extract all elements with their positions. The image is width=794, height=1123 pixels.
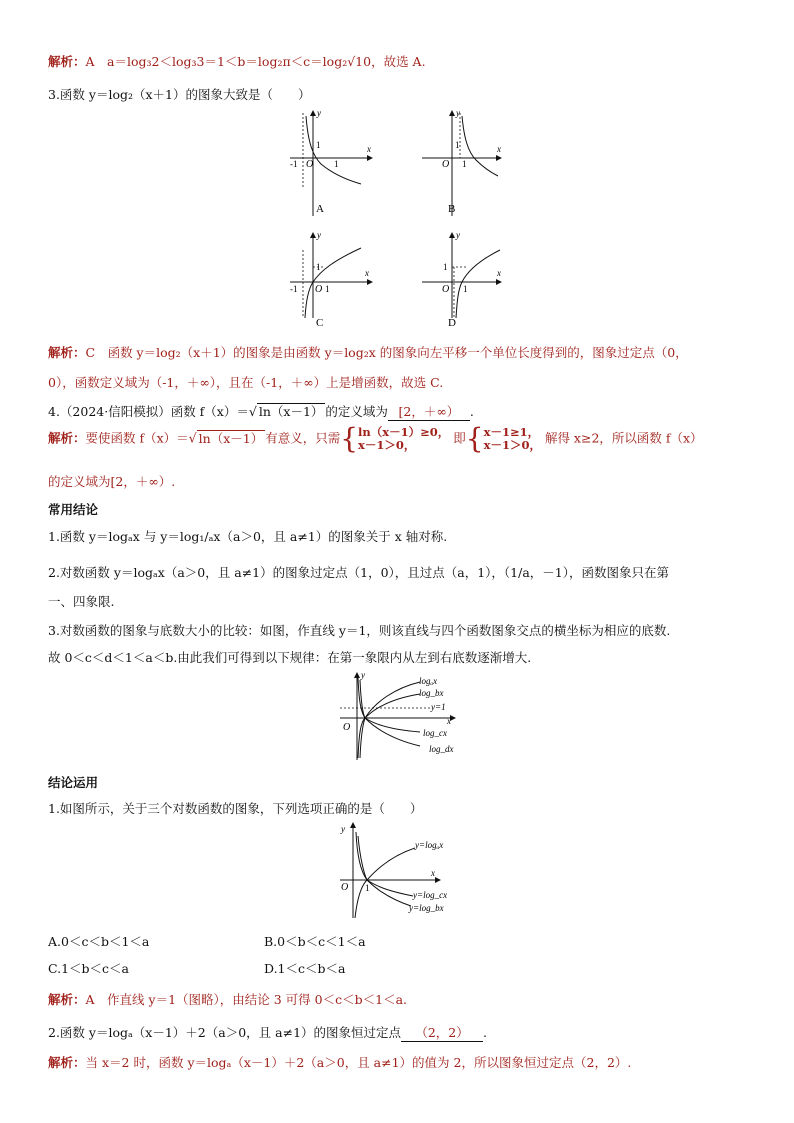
three-logs-figure bbox=[335, 820, 465, 920]
tick-y-label: 1 bbox=[443, 262, 448, 272]
tick-x-label: 1 bbox=[325, 284, 330, 294]
solution-3-line2: 0），函数定义域为（-1，＋∞），且在（-1，＋∞）上是增函数，故选 C. bbox=[48, 375, 444, 390]
solution-4-line2: 的定义域为[2，＋∞）. bbox=[48, 474, 176, 489]
y-axis-label: y bbox=[456, 230, 460, 240]
origin-label: O bbox=[341, 882, 349, 893]
graph-D bbox=[420, 230, 510, 330]
x-axis-label: x bbox=[431, 868, 435, 878]
x-axis-label: x bbox=[497, 144, 501, 154]
solution-application-1: 解析：A 作直线 y＝1（图略），由结论 3 可得 0＜c＜b＜1＜a. bbox=[48, 992, 407, 1007]
y-axis-label: y bbox=[317, 230, 321, 240]
conclusion-2-line2: 一、四象限. bbox=[48, 594, 115, 609]
tick-y-label: 1 bbox=[316, 262, 321, 272]
graph-letter: D bbox=[448, 317, 456, 329]
conclusion-3-line2: 故 0＜c＜d＜1＜a＜b.由此我们可得到以下规律：在第一象限内从左到右底数逐渐增大. bbox=[48, 650, 532, 665]
y-axis-label: y bbox=[317, 108, 321, 118]
y-axis-label: y bbox=[361, 672, 365, 680]
solution-3: 解析：C 函数 y＝log₂（x＋1）的图象是由函数 y＝log₂x 的图象向左平移一个单位长度得到的，图象过定点（0， bbox=[48, 345, 688, 360]
log-c-label: y=log_cx bbox=[413, 890, 448, 900]
origin-label: O bbox=[442, 159, 450, 170]
answer-blank: [2，＋∞） bbox=[388, 402, 470, 421]
log-b-label: log_bx bbox=[419, 688, 444, 698]
graph-A bbox=[285, 108, 375, 218]
origin-label: O bbox=[442, 284, 450, 295]
graph-B bbox=[420, 108, 510, 218]
log-base-figure bbox=[335, 672, 465, 762]
y-axis-label: y bbox=[341, 824, 345, 834]
tick-neg-label: -1 bbox=[290, 284, 298, 294]
option-a[interactable]: A.0＜c＜b＜1＜a bbox=[48, 934, 150, 949]
graph-letter: C bbox=[316, 317, 324, 329]
log-a-label: y=logₐx bbox=[415, 840, 444, 850]
origin-label: O bbox=[306, 159, 314, 170]
log-d-label: log_dx bbox=[429, 744, 454, 754]
application-1: 1.如图所示，关于三个对数函数的图象，下列选项正确的是（ ） bbox=[48, 801, 423, 816]
log-c-label: log_cx bbox=[423, 728, 447, 738]
log-b-label: y=log_bx bbox=[409, 903, 444, 913]
solution-4: 解析：要使函数 f（x）＝√ ln（x－1） 有意义，只需{ln（x－1）≥0， x－1＞0， 即{x－1≥1， x－1＞0， 解得 x≥2，所以函数 f（x） bbox=[48, 422, 703, 455]
option-b[interactable]: B.0＜b＜c＜1＜a bbox=[264, 934, 366, 949]
tick-y-label: 1 bbox=[455, 140, 460, 150]
x-axis-label: x bbox=[447, 716, 451, 726]
graph-letter: A bbox=[316, 203, 324, 215]
tick-neg-label: -1 bbox=[290, 159, 298, 169]
tick-x-label: 1 bbox=[462, 159, 467, 169]
conclusion-3: 3.对数函数的图象与底数大小的比较：如图，作直线 y＝1，则该直线与四个函数图象交点的横坐标为相应的底数. bbox=[48, 623, 671, 638]
graph-letter: B bbox=[448, 203, 456, 215]
solution-application-2: 解析：当 x＝2 时，函数 y＝logₐ（x－1）＋2（a＞0，且 a≠1）的值为 2，所以图象恒过定点（2，2）. bbox=[48, 1055, 632, 1070]
answer-blank: （2，2） bbox=[401, 1023, 483, 1042]
question-4: 4.（2024·信阳模拟）函数 f（x）＝√ ln（x－1） 的定义域为 [2，＋∞） . bbox=[48, 404, 474, 419]
option-c[interactable]: C.1＜b＜c＜a bbox=[48, 961, 129, 976]
x-axis-label: x bbox=[497, 268, 501, 278]
option-d[interactable]: D.1＜c＜b＜a bbox=[264, 961, 346, 976]
origin-label: O bbox=[343, 722, 351, 733]
question-3: 3.函数 y＝log₂（x＋1）的图象大致是（ ） bbox=[48, 87, 311, 102]
graph-C bbox=[285, 230, 375, 330]
conclusion-1: 1.函数 y＝logₐx 与 y＝log₁/ₐx（a＞0，且 a≠1）的图象关于 x 轴对称. bbox=[48, 529, 448, 544]
y-eq-1-label: y=1 bbox=[431, 702, 446, 712]
tick-x-label: 1 bbox=[463, 284, 468, 294]
conclusion-2: 2.对数函数 y＝logₐx（a＞0，且 a≠1）的图象过定点（1，0），且过点（a，1），（1/a，－1），函数图象只在第 bbox=[48, 565, 669, 580]
y-axis-label: y bbox=[456, 108, 460, 118]
tick-x-label: 1 bbox=[365, 883, 370, 893]
x-axis-label: x bbox=[367, 144, 371, 154]
tick-y-label: 1 bbox=[316, 140, 321, 150]
section-heading: 常用结论 bbox=[48, 502, 99, 517]
application-2: 2.函数 y＝logₐ（x－1）＋2（a＞0，且 a≠1）的图象恒过定点 （2，2） . bbox=[48, 1025, 488, 1040]
tick-x-label: 1 bbox=[334, 159, 339, 169]
section-heading: 结论运用 bbox=[48, 775, 99, 790]
solution-2: 解析：A a＝log₃2＜log₃3＝1＜b＝log₂π＜c＝log₂√10，故选 A. bbox=[48, 54, 426, 69]
origin-label: O bbox=[315, 284, 323, 295]
log-a-label: logₐx bbox=[419, 676, 438, 686]
x-axis-label: x bbox=[365, 268, 369, 278]
